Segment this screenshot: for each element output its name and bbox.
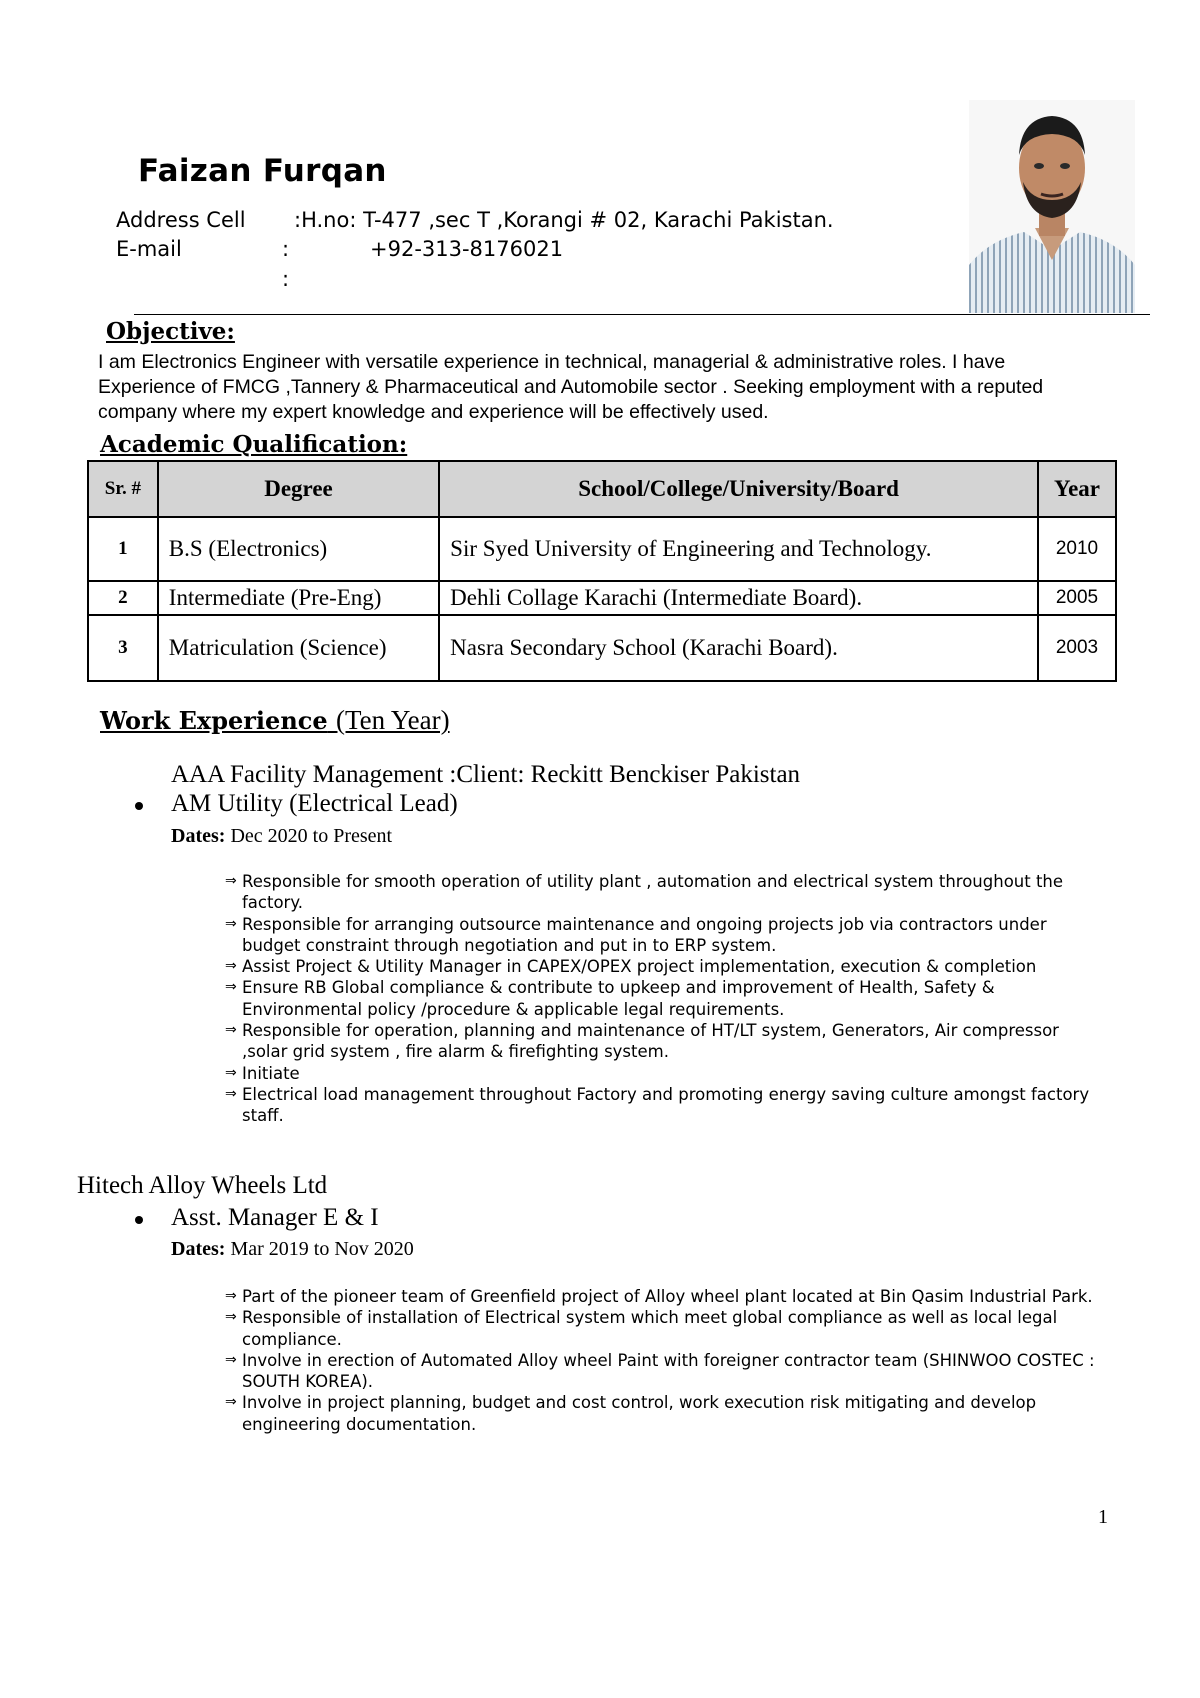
job-dates: [171, 1238, 414, 1261]
contact-label: Address Cell: [116, 208, 246, 232]
contact-sep: :: [294, 208, 302, 232]
job-duties-list: [225, 1286, 1105, 1435]
job-role: Asst. Manager E & I: [171, 1204, 379, 1231]
list-item: ⇒ Electrical load management throughout Factory and promoting energy saving culture amongst factory staff.: [225, 1084, 1090, 1126]
contact-value: H.no: T-477 ,sec T ,Korangi # 02, Karachi Pakistan.: [301, 208, 834, 232]
column-header-year: Year: [1038, 461, 1116, 517]
arrow-right-icon: ⇒: [225, 958, 237, 975]
cell-sr: 3: [88, 615, 158, 681]
arrow-right-icon: ⇒: [225, 1022, 237, 1039]
cell-degree: Intermediate (Pre-Eng): [158, 581, 439, 615]
arrow-right-icon: ⇒: [225, 1085, 237, 1102]
list-item: ⇒ Involve in project planning, budget and cost control, work execution risk mitigating and develop engineering documentation.: [225, 1393, 1037, 1434]
profile-photo: [969, 100, 1135, 313]
arrow-right-icon: ⇒: [225, 873, 237, 889]
contact-label: E-mail: [116, 237, 182, 261]
dates-label: Dates:: [171, 825, 226, 847]
bullet-icon: [135, 802, 143, 810]
list-item: ⇒ Assist Project & Utility Manager in CAPEX/OPEX project implementation, execution & completion: [225, 957, 1037, 977]
cell-degree: B.S (Electronics): [158, 517, 439, 581]
cell-year: 2003: [1038, 615, 1116, 681]
dates-label: Dates:: [171, 1238, 226, 1260]
cell-sr: 1: [88, 517, 158, 581]
work-heading-duration: (Ten Year): [336, 705, 450, 735]
job-duties-list: [225, 871, 1105, 1127]
dates-value: Dec 2020 to Present: [225, 825, 393, 847]
candidate-name: Faizan Furqan: [138, 153, 387, 189]
arrow-right-icon: ⇒: [225, 1309, 237, 1326]
column-header-school: School/College/University/Board: [439, 461, 1038, 517]
list-item: ⇒ Responsible for operation, planning and maintenance of HT/LT system, Generators, Air compressor ,solar grid system , fire alarm & firefighting system.: [225, 1021, 1059, 1062]
table-row: [88, 517, 1116, 581]
cell-school: Dehli Collage Karachi (Intermediate Board).: [439, 581, 1038, 615]
table-header-row: [88, 461, 1116, 517]
job-role: AM Utility (Electrical Lead): [171, 790, 458, 817]
contact-sep-empty: :: [282, 267, 290, 291]
work-heading-main: Work Experience: [100, 706, 328, 735]
arrow-right-icon: ⇒: [225, 915, 237, 932]
contact-value-phone: +92-313-8176021: [370, 237, 564, 261]
arrow-right-icon: ⇒: [225, 979, 237, 996]
job-company: AAA Facility Management :Client: Reckitt Benckiser Pakistan: [171, 761, 801, 788]
list-item: ⇒ Responsible for smooth operation of utility plant , automation and electrical system throughout the factory.: [225, 872, 1064, 913]
cell-school: Nasra Secondary School (Karachi Board).: [439, 615, 1038, 681]
arrow-right-icon: ⇒: [225, 1351, 237, 1368]
profile-photo-image: [969, 100, 1135, 313]
cell-year: 2005: [1038, 581, 1116, 615]
cell-school: Sir Syed University of Engineering and Technology.: [439, 517, 1038, 581]
header-divider: [134, 314, 1150, 315]
dates-value: Mar 2019 to Nov 2020: [225, 1238, 414, 1260]
cell-year: 2010: [1038, 517, 1116, 581]
page-number: 1: [1098, 1506, 1108, 1528]
list-item: ⇒ Responsible for arranging outsource maintenance and ongoing projects job via contractors under budget constraint through negotiation and put in to ERP system.: [225, 914, 1047, 955]
contact-value-address: [294, 208, 834, 232]
column-header-degree: Degree: [158, 461, 439, 517]
column-header-sr: Sr. #: [88, 461, 158, 517]
table-row: [88, 581, 1116, 615]
contact-line-address: [116, 208, 246, 232]
list-item: ⇒ Ensure RB Global compliance & contribute to upkeep and improvement of Health, Safety & Environmental policy /procedure & applicable legal requirements.: [225, 978, 995, 1019]
arrow-right-icon: ⇒: [225, 1064, 237, 1081]
arrow-right-icon: ⇒: [225, 1288, 237, 1304]
academic-heading: Academic Qualification:: [100, 431, 408, 458]
list-item: ⇒ Part of the pioneer team of Greenfield project of Alloy wheel plant located at Bin Qasim Industrial Park.: [225, 1287, 1093, 1306]
cell-sr: 2: [88, 581, 158, 615]
contact-sep-email: :: [282, 237, 290, 261]
objective-text: I am Electronics Engineer with versatile experience in technical, managerial & administrative roles. I have Experience of FMCG ,Tannery & Pharmaceutical and Automobile sector . Seeking employment with a reputed company where my expert knowledge and experience will be effectively used.: [98, 351, 1044, 423]
job-dates: [171, 825, 392, 848]
objective-heading: Objective:: [106, 318, 235, 345]
cell-degree: Matriculation (Science): [158, 615, 439, 681]
list-item: ⇒ Initiate: [225, 1063, 300, 1083]
qualification-table: [87, 460, 1117, 682]
contact-line-email: [116, 237, 182, 261]
list-item: ⇒ Involve in erection of Automated Alloy wheel Paint with foreigner contractor team (SHINWOO COSTEC : SOUTH KOREA).: [225, 1350, 1095, 1392]
bullet-icon: [135, 1216, 143, 1224]
work-heading: [100, 705, 450, 736]
arrow-right-icon: ⇒: [225, 1394, 237, 1411]
job-company: Hitech Alloy Wheels Ltd: [77, 1172, 328, 1199]
table-row: [88, 615, 1116, 681]
list-item: ⇒ Responsible of installation of Electrical system which meet global compliance as well as local legal compliance.: [225, 1308, 1058, 1349]
